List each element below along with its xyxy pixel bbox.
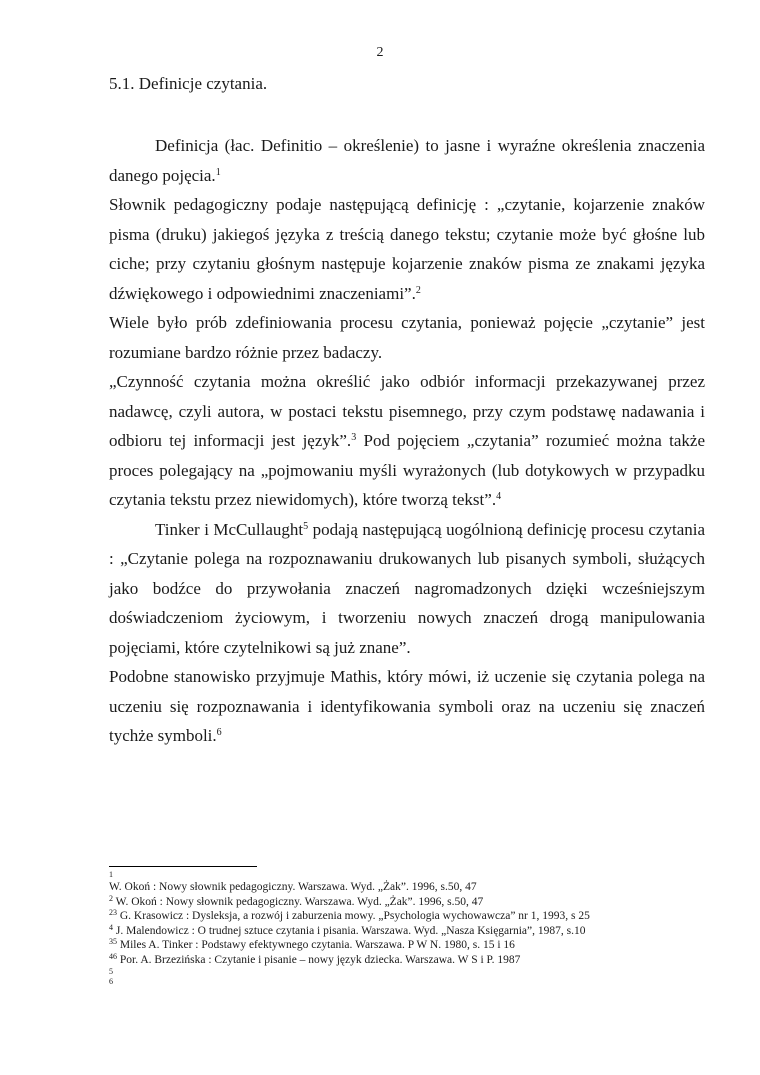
footnote-text: J. Malendowicz : O trudnej sztuce czytania i pisania. Warszawa. Wyd. „Nasza Księgarnia”, 1987, s.10: [113, 924, 586, 937]
footnote: [109, 895, 709, 910]
paragraph-text: Tinker i McCullaught: [155, 519, 304, 539]
footnote-mark: 1: [109, 870, 113, 879]
paragraph-text: Podobne stanowisko przyjmuje Mathis, który mówi, iż uczenie się czytania polega na uczeniu się rozpoznawania i identyfikowania symboli oraz na uczeniu się znaczeń tychże symboli.: [109, 667, 705, 745]
footnote-text: G. Krasowicz : Dysleksja, a rozwój i zaburzenia mowy. „Psychologia wychowawcza” nr 1, 1993, s 25: [117, 910, 590, 922]
paragraph: [109, 515, 705, 663]
paragraph-text: „Czynność czytania można określić jako odbiór informacji przekazywanej przez nadawcę, czyli autora, w postaci tekstu pisemnego, przy czym podstawę nadawania i odbioru tej informacji jest język”.: [109, 372, 705, 450]
body-text: [109, 131, 705, 751]
footnote-ref: 5: [303, 520, 309, 532]
footnote-text: Miles A. Tinker : Podstawy efektywnego czytania. Warszawa. P W N. 1980, s. 15 i 16: [117, 939, 515, 951]
page-number: 2: [376, 45, 384, 60]
footnote-ref: 1: [215, 166, 221, 178]
footnote-ref: 3: [351, 432, 357, 443]
footnote-ref: 6: [216, 727, 222, 738]
footnote-number: 2: [109, 893, 113, 903]
footnote-ref: 2: [415, 284, 421, 296]
footnote-number: 4: [109, 922, 113, 932]
footnote-mark: 6: [109, 977, 113, 986]
paragraph-text: Definicja (łac. Definitio – określenie) to jasne i wyraźne określenia znaczenia danego pojęcia.: [109, 136, 705, 185]
paragraph: [109, 367, 705, 515]
paragraph-text: podają następującą uogólnioną definicję procesu czytania : „Czytanie polega na rozpoznawaniu drukowanych lub pisanych symboli, służących jako bodźce do przywołania znaczeń nagromadzonych dzięki wcześniejszym doświadczeniom życiowym, i tworzeniu nowych znaczeń drogą manipulowania pojęciami, które czytelnikowi są już znane”.: [109, 519, 706, 657]
footnote-text: Por. A. Brzezińska : Czytanie i pisanie – nowy język dziecka. Warszawa. W S i P. 1987: [117, 953, 521, 966]
paragraph-text: Słownik pedagogiczny podaje następującą definicję : „czytanie, kojarzenie znaków pisma (druku) jakiegoś języka z treścią danego tekstu; czytanie może być głośne lub ciche; przy czytaniu głośnym następuje kojarzenie znaków pisma ze znakami języka dźwiękowego i odpowiednimi znaczeniami”.: [109, 195, 705, 303]
paragraph-text: Pod pojęciem „czytania” rozumieć można także proces polegający na „pojmowaniu myśli wyrażonych (lub dotykowych w przypadku czytania tekstu przez niewidomych), które tworzą tekst”.: [109, 431, 705, 509]
footnote-ref: 4: [496, 491, 502, 502]
footnote-number: 46: [109, 951, 117, 961]
paragraph: [109, 308, 705, 367]
footnote: [109, 909, 709, 924]
footnote-text: W. Okoń : Nowy słownik pedagogiczny. Warszawa. Wyd. „Żak”. 1996, s.50, 47: [113, 895, 484, 908]
footnotes: [109, 870, 709, 987]
footnote: [109, 924, 709, 939]
section-heading: 5.1. Definicje czytania.: [109, 74, 268, 93]
paragraph-text: Wiele było prób zdefiniowania procesu czytania, ponieważ pojęcie „czytanie” jest rozumiane bardzo różnie przez badaczy.: [109, 313, 705, 362]
paragraph: [109, 662, 705, 751]
footnote: [109, 938, 709, 953]
footnote-text: W. Okoń : Nowy słownik pedagogiczny. Warszawa. Wyd. „Żak”. 1996, s.50, 47: [109, 881, 477, 893]
footnote: [109, 953, 709, 968]
paragraph: [109, 190, 705, 308]
footnote: [109, 880, 709, 895]
footnote-mark: 5: [109, 967, 113, 976]
paragraph: [109, 131, 705, 190]
footnote-separator: [109, 866, 257, 867]
footnote-number: 35: [109, 937, 117, 946]
footnote-number: 23: [109, 908, 117, 917]
